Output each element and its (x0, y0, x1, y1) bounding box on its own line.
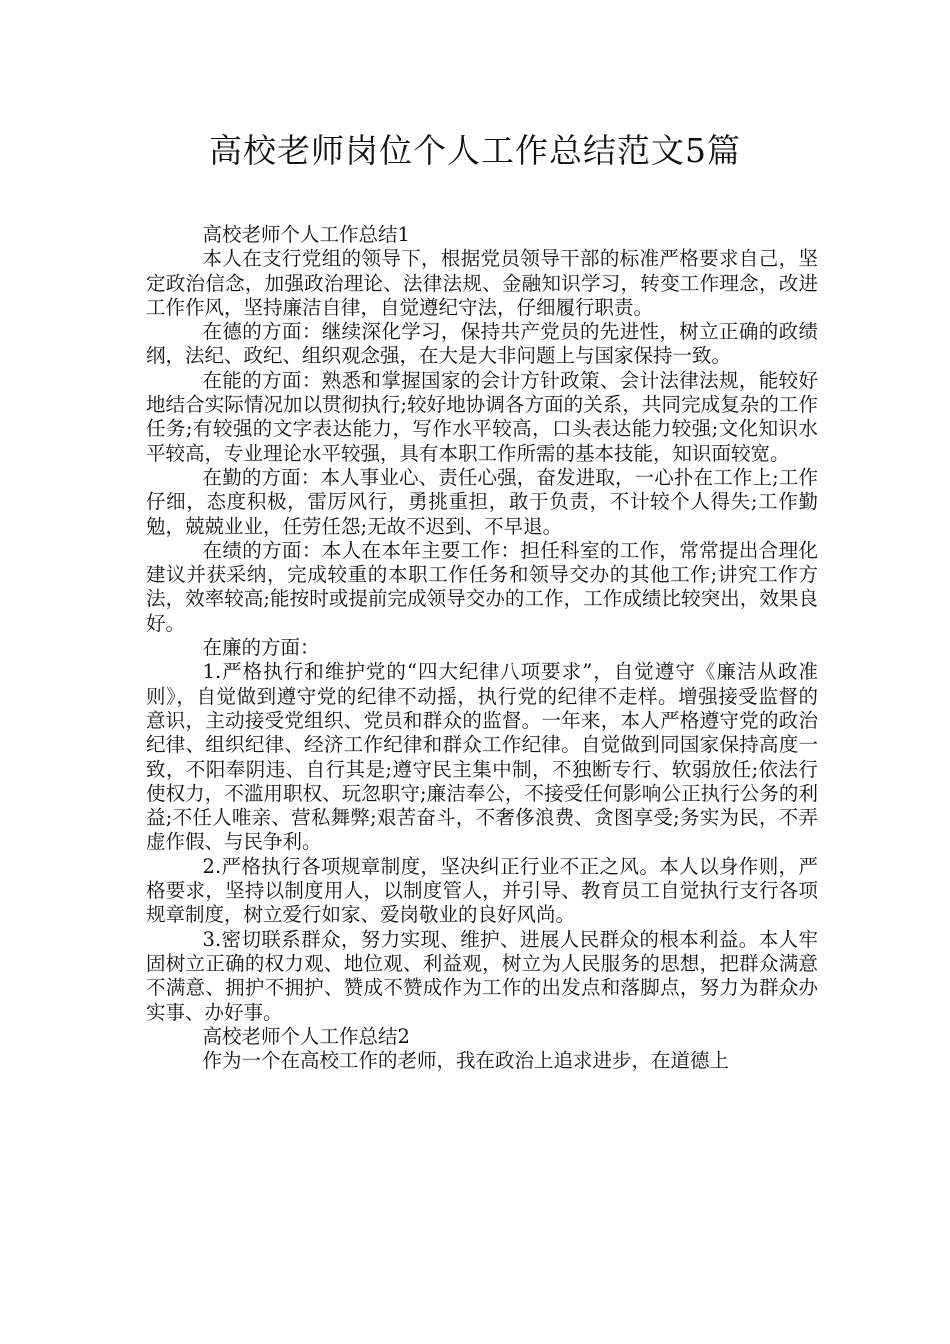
paragraph-diligence: 在勤的方面：本人事业心、责任心强，奋发进取，一心扑在工作上;工作仔细，态度积极，雷厉风行，勇挑重担，敢于负责，不计较个人得失;工作勤勉，兢兢业业，任劳任怨;无故不迟到、不早退。 (146, 465, 818, 538)
paragraph-ability: 在能的方面：熟悉和掌握国家的会计方针政策、会计法律法规，能较好地结合实际情况加以贯彻执行;较好地协调各方面的关系，共同完成复杂的工作任务;有较强的文字表达能力，写作水平较高，口头表达能力较强;文化知识水平较高，专业理论水平较强，具有本职工作所需的基本技能，知识面较宽。 (146, 368, 818, 465)
document-body (146, 223, 818, 1073)
paragraph-intro: 本人在支行党组的领导下，根据党员领导干部的标准严格要求自己，坚定政治信念，加强政治理论、法律法规、金融知识学习，转变工作理念，改进工作作风，坚持廉洁自律，自觉遵纪守法，仔细履行职责。 (146, 247, 818, 319)
paragraph-morality: 在德的方面：继续深化学习，保持共产党员的先进性，树立正确的政绩纲，法纪、政纪、组织观念强，在大是大非问题上与国家保持一致。 (146, 320, 818, 368)
paragraph-achievement: 在绩的方面：本人在本年主要工作：担任科室的工作，常常提出合理化建议并获采纳，完成较重的本职工作任务和领导交办的其他工作;讲究工作方法，效率较高;能按时或提前完成领导交办的工作，工作成绩比较突出，效果良好。 (146, 538, 818, 635)
section-heading-2: 高校老师个人工作总结2 (202, 1024, 410, 1048)
document-title: 高校老师岗位个人工作总结范文5篇 (209, 131, 741, 170)
paragraph-integrity-heading: 在廉的方面： (202, 636, 320, 660)
paragraph-integrity-2: 2.严格执行各项规章制度，坚决纠正行业不正之风。本人以身作则，严格要求，坚持以制度用人，以制度管人，并引导、教育员工自觉执行支行各项规章制度，树立爱行如家、爱岗敬业的良好风尚。 (146, 854, 818, 927)
paragraph-integrity-3: 3.密切联系群众，努力实现、维护、进展人民群众的根本利益。本人牢固树立正确的权力观、地位观、利益观，树立为人民服务的思想，把群众满意不满意、拥护不拥护、赞成不赞成作为工作的出发点和落脚点，努力为群众办实事、办好事。 (146, 927, 818, 1024)
paragraph-section-2-start: 作为一个在高校工作的老师，我在政治上追求进步，在道德上 (202, 1049, 730, 1073)
paragraph-integrity-1: 1.严格执行和维护党的“四大纪律八项要求”，自觉遵守《廉洁从政准则》，自觉做到遵守党的纪律不动摇，执行党的纪律不走样。增强接受监督的意识，主动接受党组织、党员和群众的监督。一年来，本人严格遵守党的政治纪律、组织纪律、经济工作纪律和群众工作纪律。自觉做到同国家保持高度一致，不阳奉阴违、自行其是;遵守民主集中制，不独断专行、软弱放任;依法行使权力，不滥用职权、玩忽职守;廉洁奉公，不接受任何影响公正执行公务的利益;不任人唯亲、营私舞弊;艰苦奋斗，不奢侈浪费、贪图享受;务实为民，不弄虚作假、与民争利。 (146, 660, 818, 854)
section-heading-1: 高校老师个人工作总结1 (202, 223, 410, 246)
